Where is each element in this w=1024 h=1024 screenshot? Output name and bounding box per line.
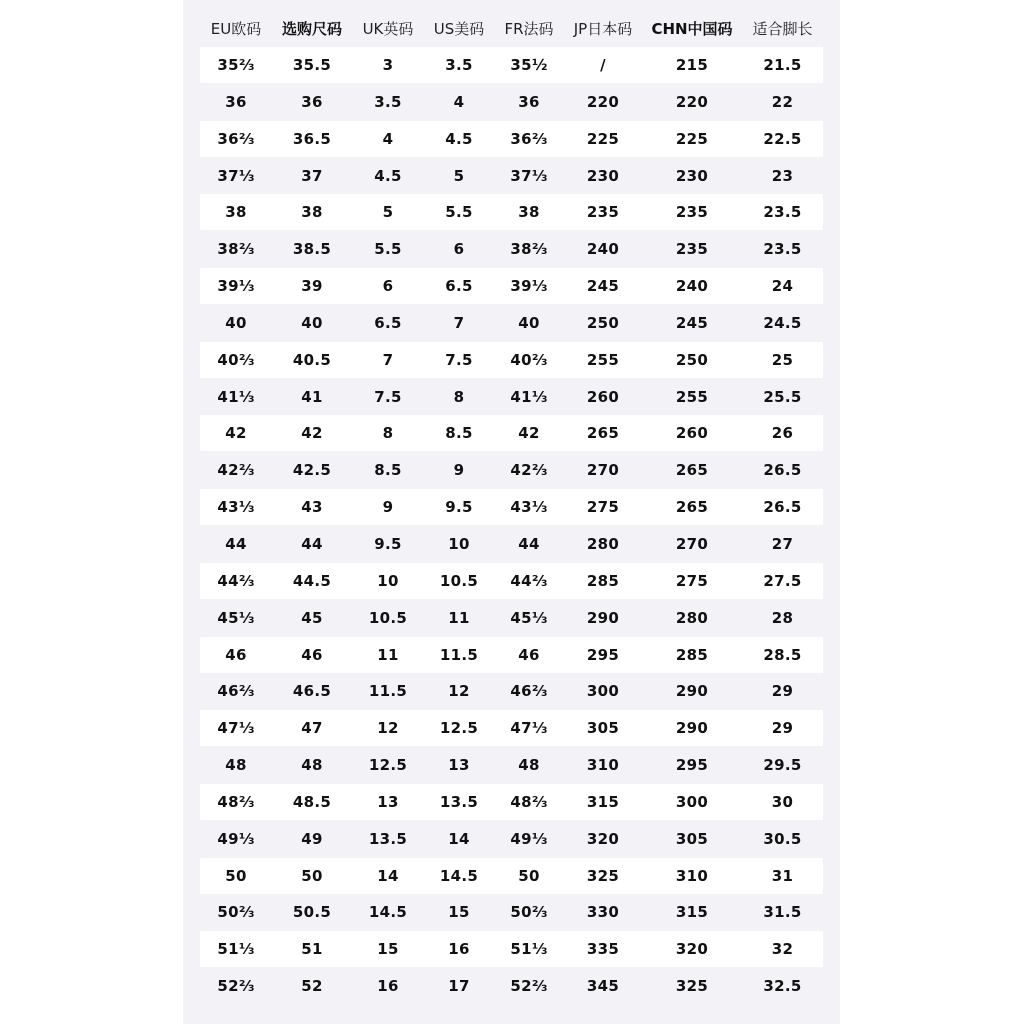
cell-purchase-size: 46 xyxy=(301,645,323,664)
cell-purchase-size: 38 xyxy=(301,203,323,222)
cell-foot-length: 23.5 xyxy=(763,203,802,222)
table-row xyxy=(200,673,823,709)
cell-foot-length: 25 xyxy=(771,350,794,369)
table-row xyxy=(200,342,823,378)
cell-jp-size: 290 xyxy=(586,608,620,627)
cell-fr-size: 42 xyxy=(518,424,540,443)
cell-fr-size: 52⅔ xyxy=(510,977,548,996)
cell-eu-size: 35⅔ xyxy=(217,56,255,74)
cell-us-size: 9.5 xyxy=(445,498,473,517)
cell-uk-size: 12 xyxy=(377,719,399,738)
cell-us-size: 11 xyxy=(448,608,470,627)
table-row xyxy=(200,452,823,488)
cell-eu-size: 41⅓ xyxy=(217,387,255,406)
cell-us-size: 6.5 xyxy=(445,277,473,296)
cell-chn-size: 295 xyxy=(675,756,709,775)
table-body xyxy=(200,47,823,1004)
cell-jp-size: 235 xyxy=(586,203,620,222)
cell-uk-size: 5 xyxy=(382,203,394,222)
cell-uk-size: 4 xyxy=(382,129,394,148)
cell-fr-size: 50⅔ xyxy=(510,903,548,922)
table-row xyxy=(200,415,823,451)
cell-chn-size: 215 xyxy=(675,56,709,74)
cell-us-size: 6 xyxy=(453,240,465,259)
cell-eu-size: 39⅓ xyxy=(217,277,255,296)
cell-us-size: 10 xyxy=(448,534,470,553)
cell-eu-size: 50 xyxy=(225,866,247,885)
cell-foot-length: 22.5 xyxy=(763,129,802,148)
cell-us-size: 15 xyxy=(448,903,470,922)
cell-foot-length: 26 xyxy=(771,424,794,443)
header-chn-size: CHN中国码 xyxy=(651,20,733,38)
cell-purchase-size: 37 xyxy=(301,166,323,185)
table-row xyxy=(200,931,823,967)
cell-foot-length: 24 xyxy=(771,277,794,296)
cell-purchase-size: 41 xyxy=(301,387,323,406)
table-row xyxy=(200,121,823,157)
cell-foot-length: 29.5 xyxy=(763,756,802,775)
cell-fr-size: 38⅔ xyxy=(510,240,548,259)
cell-foot-length: 28.5 xyxy=(763,645,802,664)
header-fr-size: FR法码 xyxy=(504,20,554,38)
header-jp-size: JP日本码 xyxy=(573,20,633,38)
cell-chn-size: 270 xyxy=(675,534,709,553)
cell-foot-length: 30.5 xyxy=(763,829,802,848)
cell-jp-size: / xyxy=(600,56,606,74)
cell-jp-size: 295 xyxy=(586,645,620,664)
cell-purchase-size: 46.5 xyxy=(292,682,332,701)
cell-uk-size: 4.5 xyxy=(374,166,402,185)
cell-jp-size: 255 xyxy=(586,350,620,369)
cell-eu-size: 40⅔ xyxy=(217,350,255,369)
cell-chn-size: 315 xyxy=(675,903,709,922)
cell-eu-size: 36 xyxy=(225,92,247,111)
table-row xyxy=(200,305,823,341)
cell-jp-size: 315 xyxy=(586,792,620,811)
table-row xyxy=(200,563,823,599)
cell-chn-size: 285 xyxy=(675,645,709,664)
cell-us-size: 11.5 xyxy=(439,645,479,664)
table-row xyxy=(200,268,823,304)
cell-jp-size: 320 xyxy=(586,829,620,848)
cell-eu-size: 48 xyxy=(225,756,247,775)
cell-purchase-size: 45 xyxy=(301,608,323,627)
cell-foot-length: 21.5 xyxy=(763,56,802,74)
header-foot-length: 适合脚长 xyxy=(752,20,813,38)
cell-jp-size: 275 xyxy=(586,498,620,517)
cell-chn-size: 250 xyxy=(675,350,709,369)
cell-us-size: 8.5 xyxy=(445,424,473,443)
cell-foot-length: 30 xyxy=(771,792,794,811)
cell-uk-size: 3 xyxy=(382,56,394,74)
cell-foot-length: 28 xyxy=(771,608,794,627)
cell-eu-size: 49⅓ xyxy=(217,829,255,848)
cell-foot-length: 32 xyxy=(771,940,794,959)
cell-fr-size: 48⅔ xyxy=(510,792,548,811)
cell-jp-size: 305 xyxy=(586,719,620,738)
header-eu-size: EU欧码 xyxy=(210,20,262,38)
table-header-row xyxy=(200,10,823,47)
cell-us-size: 7.5 xyxy=(445,350,473,369)
cell-eu-size: 45⅓ xyxy=(217,608,255,627)
cell-purchase-size: 42 xyxy=(301,424,323,443)
cell-uk-size: 8 xyxy=(382,424,394,443)
cell-foot-length: 23 xyxy=(771,166,794,185)
cell-jp-size: 330 xyxy=(586,903,620,922)
cell-foot-length: 25.5 xyxy=(763,387,802,406)
cell-purchase-size: 36 xyxy=(301,92,323,111)
cell-uk-size: 16 xyxy=(377,977,399,996)
cell-chn-size: 235 xyxy=(675,203,709,222)
cell-uk-size: 13 xyxy=(377,792,399,811)
cell-chn-size: 265 xyxy=(675,498,709,517)
cell-fr-size: 37⅓ xyxy=(510,166,548,185)
table-row xyxy=(200,379,823,415)
cell-chn-size: 325 xyxy=(675,977,709,996)
table-row xyxy=(200,47,823,83)
cell-uk-size: 6 xyxy=(382,277,394,296)
table-row xyxy=(200,637,823,673)
cell-eu-size: 36⅔ xyxy=(217,129,255,148)
cell-chn-size: 265 xyxy=(675,461,709,480)
cell-uk-size: 12.5 xyxy=(368,756,408,775)
cell-foot-length: 27.5 xyxy=(763,571,802,590)
cell-us-size: 8 xyxy=(453,387,465,406)
cell-jp-size: 250 xyxy=(586,313,620,332)
cell-jp-size: 335 xyxy=(586,940,620,959)
cell-fr-size: 46⅔ xyxy=(510,682,548,701)
cell-uk-size: 14.5 xyxy=(368,903,408,922)
cell-fr-size: 45⅓ xyxy=(510,608,548,627)
cell-fr-size: 48 xyxy=(518,756,540,775)
cell-fr-size: 39⅓ xyxy=(510,277,548,296)
header-purchase-size: 选购尺码 xyxy=(281,20,342,38)
cell-chn-size: 305 xyxy=(675,829,709,848)
cell-jp-size: 220 xyxy=(586,92,620,111)
table-row xyxy=(200,84,823,120)
cell-us-size: 17 xyxy=(448,977,470,996)
cell-uk-size: 9.5 xyxy=(374,534,402,553)
cell-us-size: 13 xyxy=(448,756,470,775)
cell-fr-size: 42⅔ xyxy=(510,461,548,480)
cell-chn-size: 255 xyxy=(675,387,709,406)
cell-eu-size: 38⅔ xyxy=(217,240,255,259)
cell-purchase-size: 38.5 xyxy=(292,240,332,259)
cell-jp-size: 245 xyxy=(586,277,620,296)
cell-chn-size: 230 xyxy=(675,166,709,185)
table-row xyxy=(200,194,823,230)
cell-uk-size: 13.5 xyxy=(368,829,408,848)
cell-fr-size: 46 xyxy=(518,645,540,664)
cell-us-size: 3.5 xyxy=(445,56,473,74)
cell-foot-length: 29 xyxy=(771,682,794,701)
cell-purchase-size: 42.5 xyxy=(292,461,332,480)
cell-foot-length: 26.5 xyxy=(763,498,802,517)
cell-us-size: 14 xyxy=(448,829,470,848)
cell-purchase-size: 36.5 xyxy=(292,129,332,148)
cell-uk-size: 7 xyxy=(382,350,394,369)
cell-fr-size: 44 xyxy=(518,534,540,553)
cell-foot-length: 32.5 xyxy=(763,977,802,996)
cell-jp-size: 230 xyxy=(586,166,620,185)
cell-us-size: 14.5 xyxy=(439,866,479,885)
cell-uk-size: 8.5 xyxy=(374,461,402,480)
cell-fr-size: 40⅔ xyxy=(510,350,548,369)
cell-purchase-size: 43 xyxy=(301,498,323,517)
table-row xyxy=(200,600,823,636)
cell-fr-size: 35½ xyxy=(510,56,548,74)
cell-us-size: 12.5 xyxy=(439,719,479,738)
cell-purchase-size: 48 xyxy=(301,756,323,775)
cell-eu-size: 51⅓ xyxy=(217,940,255,959)
cell-uk-size: 11.5 xyxy=(368,682,408,701)
cell-chn-size: 300 xyxy=(675,792,709,811)
cell-uk-size: 10.5 xyxy=(368,608,408,627)
cell-uk-size: 6.5 xyxy=(374,313,402,332)
cell-eu-size: 52⅔ xyxy=(217,977,255,996)
cell-us-size: 5.5 xyxy=(445,203,473,222)
cell-purchase-size: 50 xyxy=(301,866,323,885)
cell-jp-size: 325 xyxy=(586,866,620,885)
cell-jp-size: 225 xyxy=(586,129,620,148)
cell-chn-size: 260 xyxy=(675,424,709,443)
cell-fr-size: 51⅓ xyxy=(510,940,548,959)
cell-jp-size: 285 xyxy=(586,571,620,590)
cell-purchase-size: 51 xyxy=(301,940,323,959)
cell-purchase-size: 44 xyxy=(301,534,323,553)
table-row xyxy=(200,894,823,930)
header-us-size: US美码 xyxy=(433,20,485,38)
cell-foot-length: 22 xyxy=(771,92,794,111)
table-row xyxy=(200,784,823,820)
cell-fr-size: 44⅔ xyxy=(510,571,548,590)
cell-purchase-size: 48.5 xyxy=(292,792,332,811)
header-uk-size: UK英码 xyxy=(362,20,414,38)
cell-purchase-size: 39 xyxy=(301,277,323,296)
cell-foot-length: 31.5 xyxy=(763,903,802,922)
cell-eu-size: 50⅔ xyxy=(217,903,255,922)
cell-jp-size: 270 xyxy=(586,461,620,480)
table-row xyxy=(200,231,823,267)
cell-foot-length: 26.5 xyxy=(763,461,802,480)
cell-chn-size: 225 xyxy=(675,129,709,148)
cell-fr-size: 41⅓ xyxy=(510,387,548,406)
table-row xyxy=(200,489,823,525)
cell-fr-size: 43⅓ xyxy=(510,498,548,517)
cell-us-size: 10.5 xyxy=(439,571,479,590)
cell-uk-size: 7.5 xyxy=(374,387,402,406)
cell-jp-size: 345 xyxy=(586,977,620,996)
cell-us-size: 13.5 xyxy=(439,792,479,811)
cell-purchase-size: 49 xyxy=(301,829,323,848)
cell-purchase-size: 52 xyxy=(301,977,323,996)
cell-chn-size: 290 xyxy=(675,682,709,701)
cell-fr-size: 38 xyxy=(518,203,540,222)
cell-jp-size: 300 xyxy=(586,682,620,701)
cell-eu-size: 37⅓ xyxy=(217,166,255,185)
table-row xyxy=(200,968,823,1004)
cell-foot-length: 23.5 xyxy=(763,240,802,259)
table-row xyxy=(200,821,823,857)
cell-uk-size: 15 xyxy=(377,940,399,959)
cell-eu-size: 46⅔ xyxy=(217,682,255,701)
cell-foot-length: 24.5 xyxy=(763,313,802,332)
cell-fr-size: 50 xyxy=(518,866,540,885)
cell-fr-size: 40 xyxy=(518,313,540,332)
cell-chn-size: 235 xyxy=(675,240,709,259)
table-row xyxy=(200,858,823,894)
cell-eu-size: 44⅔ xyxy=(217,571,255,590)
cell-eu-size: 42⅔ xyxy=(217,461,255,480)
cell-eu-size: 44 xyxy=(225,534,247,553)
cell-uk-size: 11 xyxy=(377,645,399,664)
cell-us-size: 12 xyxy=(448,682,470,701)
cell-uk-size: 10 xyxy=(377,571,399,590)
cell-uk-size: 14 xyxy=(377,866,399,885)
cell-fr-size: 36⅔ xyxy=(510,129,548,148)
cell-fr-size: 49⅓ xyxy=(510,829,548,848)
cell-fr-size: 47⅓ xyxy=(510,719,548,738)
cell-foot-length: 29 xyxy=(771,719,794,738)
cell-foot-length: 31 xyxy=(771,866,794,885)
cell-jp-size: 240 xyxy=(586,240,620,259)
cell-us-size: 4 xyxy=(453,92,465,111)
cell-eu-size: 48⅔ xyxy=(217,792,255,811)
cell-us-size: 9 xyxy=(453,461,465,480)
cell-eu-size: 43⅓ xyxy=(217,498,255,517)
cell-us-size: 7 xyxy=(453,313,465,332)
cell-purchase-size: 47 xyxy=(301,719,323,738)
cell-purchase-size: 40 xyxy=(301,313,323,332)
cell-us-size: 5 xyxy=(453,166,465,185)
cell-jp-size: 260 xyxy=(586,387,620,406)
cell-us-size: 4.5 xyxy=(445,129,473,148)
size-chart-table xyxy=(200,10,823,1005)
cell-fr-size: 36 xyxy=(518,92,540,111)
cell-uk-size: 5.5 xyxy=(374,240,402,259)
table-row xyxy=(200,710,823,746)
cell-purchase-size: 44.5 xyxy=(292,571,332,590)
cell-us-size: 16 xyxy=(448,940,470,959)
cell-chn-size: 240 xyxy=(675,277,709,296)
cell-purchase-size: 50.5 xyxy=(292,903,332,922)
cell-jp-size: 280 xyxy=(586,534,620,553)
cell-chn-size: 290 xyxy=(675,719,709,738)
cell-chn-size: 310 xyxy=(675,866,709,885)
cell-foot-length: 27 xyxy=(771,534,794,553)
cell-chn-size: 280 xyxy=(675,608,709,627)
cell-chn-size: 320 xyxy=(675,940,709,959)
table-row xyxy=(200,526,823,562)
table-row xyxy=(200,158,823,194)
cell-uk-size: 9 xyxy=(382,498,394,517)
cell-eu-size: 42 xyxy=(225,424,247,443)
cell-purchase-size: 35.5 xyxy=(292,56,332,74)
cell-eu-size: 47⅓ xyxy=(217,719,255,738)
cell-eu-size: 38 xyxy=(225,203,247,222)
cell-chn-size: 220 xyxy=(675,92,709,111)
cell-jp-size: 265 xyxy=(586,424,620,443)
cell-chn-size: 245 xyxy=(675,313,709,332)
cell-jp-size: 310 xyxy=(586,756,620,775)
cell-purchase-size: 40.5 xyxy=(292,350,332,369)
cell-eu-size: 46 xyxy=(225,645,247,664)
cell-uk-size: 3.5 xyxy=(374,92,402,111)
cell-eu-size: 40 xyxy=(225,313,247,332)
cell-chn-size: 275 xyxy=(675,571,709,590)
table-row xyxy=(200,747,823,783)
